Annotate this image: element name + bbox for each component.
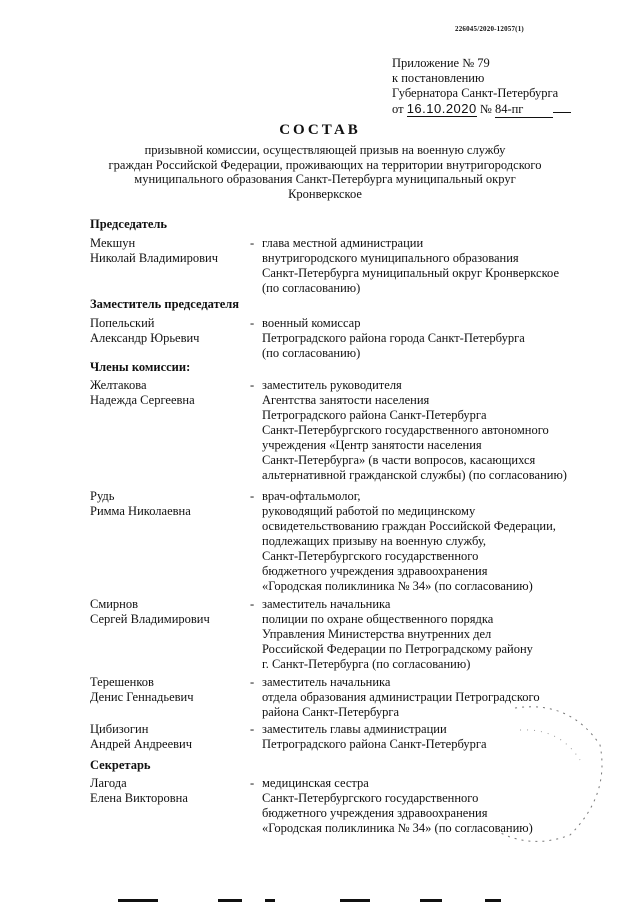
role-line: медицинская сестра [262, 776, 369, 790]
role-line: освидетельствованию граждан Российской Федерации, [262, 519, 556, 533]
role-line: военный комиссар [262, 316, 361, 330]
appendix-block [392, 56, 571, 118]
role-line: полиции по охране общественного порядка [262, 612, 494, 626]
person-surname: Цибизогин [90, 722, 149, 736]
role-line: «Городская поликлиника № 34» (по согласованию) [262, 579, 533, 593]
role-line: Петроградского района Санкт-Петербурга [262, 408, 487, 422]
role-line: заместитель начальника [262, 597, 391, 611]
scan-artifact [118, 899, 158, 902]
appendix-date-line [392, 101, 571, 118]
role-line: района Санкт-Петербурга [262, 705, 400, 719]
subtitle-line-2: граждан Российской Федерации, проживающих на территории внутригородского [108, 157, 542, 172]
role-line: глава местной администрации [262, 236, 424, 250]
person-given-name: Елена Викторовна [90, 791, 188, 805]
person-name [90, 597, 210, 627]
person-name [90, 776, 188, 806]
dash-separator: - [250, 378, 255, 392]
person-given-name: Сергей Владимирович [90, 612, 210, 626]
person-given-name: Денис Геннадьевич [90, 690, 194, 704]
person-given-name: Римма Николаевна [90, 504, 191, 518]
role-line: Агентства занятости населения [262, 393, 430, 407]
document-title: СОСТАВ [279, 122, 361, 138]
dash-separator: - [250, 489, 255, 503]
person-surname: Рудь [90, 489, 115, 503]
section-chair: Председатель [90, 217, 168, 231]
dash-separator: - [250, 597, 255, 611]
person-given-name: Николай Владимирович [90, 251, 218, 265]
role-line: Петроградского района города Санкт-Петербурга [262, 331, 525, 345]
role-line: подлежащих призыву на военную службу, [262, 534, 486, 548]
section-members: Члены комиссии: [90, 360, 191, 374]
scan-artifact [485, 899, 501, 902]
dash-separator: - [250, 236, 255, 250]
person-role [262, 316, 525, 361]
scan-artifact [420, 899, 442, 902]
role-line: (по согласованию) [262, 281, 361, 295]
appendix-line-3: Губернатора Санкт-Петербурга [392, 86, 559, 100]
dash-separator: - [250, 316, 255, 330]
role-line: Санкт-Петербурга» (в части вопросов, касающихся [262, 453, 536, 467]
subtitle-line-4: Кронверкское [288, 186, 362, 201]
person-name [90, 316, 199, 346]
role-line: Санкт-Петербурга муниципальный округ Кронверкское [262, 266, 559, 280]
date-underline-tail [553, 112, 571, 113]
scan-artifact [265, 899, 275, 902]
dash-separator: - [250, 675, 255, 689]
subtitle-line-1: призывной комиссии, осуществляющей призыв на военную службу [144, 143, 506, 157]
person-surname: Смирнов [90, 597, 139, 611]
person-role [262, 722, 487, 752]
role-line: Петроградского района Санкт-Петербурга [262, 737, 487, 751]
number-prefix: № [479, 102, 492, 116]
role-line: бюджетного учреждения здравоохранения [262, 564, 488, 578]
role-line: внутригородского муниципального образования [262, 251, 519, 265]
role-line: врач-офтальмолог, [262, 489, 361, 503]
dash-separator: - [250, 722, 255, 736]
person-given-name: Надежда Сергеевна [90, 393, 195, 407]
stamp-outline-mark [460, 700, 610, 850]
role-line: (по согласованию) [262, 346, 361, 360]
person-name [90, 236, 218, 266]
appendix-date: 16.10.2020 [406, 101, 477, 116]
section-secretary: Секретарь [90, 758, 151, 772]
role-line: заместитель начальника [262, 675, 391, 689]
role-line: Санкт-Петербургского государственного [262, 791, 479, 805]
role-line: Управления Министерства внутренних дел [262, 627, 492, 641]
person-name [90, 489, 191, 519]
person-role [262, 378, 567, 483]
person-name [90, 722, 192, 752]
document-subtitle [80, 143, 570, 201]
role-line: Санкт-Петербургского государственного [262, 549, 479, 563]
person-name [90, 378, 195, 408]
person-given-name: Андрей Андреевич [90, 737, 192, 751]
person-surname: Терешенков [90, 675, 154, 689]
role-line: заместитель главы администрации [262, 722, 447, 736]
role-line: отдела образования администрации Петроградского [262, 690, 540, 704]
person-role [262, 236, 559, 296]
dash-separator: - [250, 776, 255, 790]
subtitle-line-3: муниципального образования Санкт-Петербурга муниципальный округ [134, 172, 516, 186]
scan-artifact [340, 899, 370, 902]
role-line: руководящий работой по медицинскому [262, 504, 476, 518]
role-line: «Городская поликлиника № 34» (по согласованию) [262, 821, 533, 835]
person-surname: Желтакова [90, 378, 147, 392]
person-given-name: Александр Юрьевич [90, 331, 200, 345]
role-line: Российской Федерации по Петроградскому району [262, 642, 533, 656]
appendix-number: 84-пг [495, 102, 553, 118]
document-number: 226045/2020-12057(1) [455, 25, 524, 33]
date-prefix: от [392, 102, 404, 116]
appendix-line-2: к постановлению [392, 71, 485, 85]
person-surname: Лагода [90, 776, 127, 790]
role-line: г. Санкт-Петербурга (по согласованию) [262, 657, 471, 671]
person-role [262, 489, 556, 594]
person-surname: Попельский [90, 316, 155, 330]
role-line: Санкт-Петербургского государственного автономного [262, 423, 549, 437]
appendix-line-1: Приложение № 79 [392, 56, 490, 70]
role-line: альтернативной гражданской службы) (по согласованию) [262, 468, 567, 482]
role-line: заместитель руководителя [262, 378, 402, 392]
scan-artifact [218, 899, 242, 902]
role-line: учреждения «Центр занятости населения [262, 438, 482, 452]
person-surname: Мекшун [90, 236, 136, 250]
section-deputy: Заместитель председателя [90, 297, 240, 311]
person-name [90, 675, 194, 705]
person-role [262, 597, 533, 672]
role-line: бюджетного учреждения здравоохранения [262, 806, 488, 820]
